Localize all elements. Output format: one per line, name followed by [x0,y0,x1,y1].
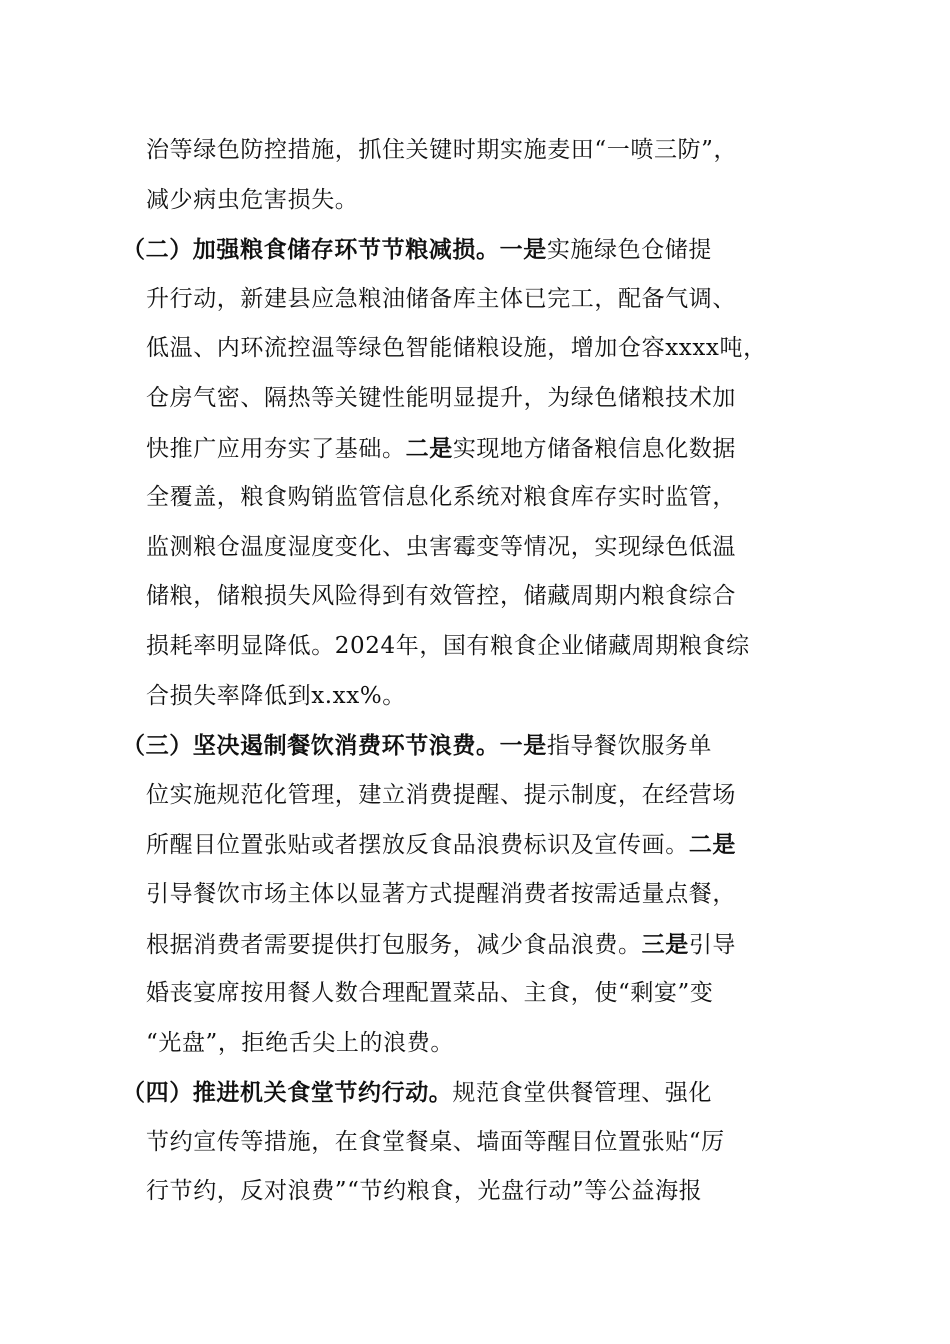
text-line-mixed [146,424,810,474]
text-line: 行节约，反对浪费”“节约粮食，光盘行动”等公益海报 [146,1178,703,1205]
text-line: 损耗率明显降低。2024年，国有粮食企业储藏周期粮食综 [146,632,750,659]
text-line: 位实施规范化管理，建立消费提醒、提示制度，在经营场 [146,781,736,808]
section-three-first-line [122,721,810,771]
text-fragment: 引导 [688,931,737,958]
text-fragment: 实现地方储备粮信息化数据 [452,435,737,462]
text-line: 节约宣传等措施，在食堂餐桌、墙面等醒目位置张贴“厉 [146,1128,725,1155]
keyword-third: 三是 [641,930,689,958]
text-line: 升行动，新建县应急粮油储备库主体已完工，配备气调、 [146,285,736,312]
text-line: 引导餐饮市场主体以显著方式提醒消费者按需适量点餐， [146,880,736,907]
text-fragment: 指导餐饮服务单 [546,733,713,760]
text-line: 储粮，储粮损失风险得到有效管控，储藏周期内粮食综合 [146,583,736,610]
text-line: 监测粮仓温度湿度变化、虫害霉变等情况，实现绿色低温 [146,533,736,560]
text-line: 婚丧宴席按用餐人数合理配置菜品、主食，使“剩宴”变 [146,980,714,1007]
paragraph-continuation [146,126,810,225]
text-fragment: 所醒目位置张贴或者摆放反食品浪费标识及宣传画。 [146,832,689,859]
text-fragment: 实施绿色仓储提 [546,237,713,264]
text-line: 仓房气密、隔热等关键性能明显提升，为绿色储粮技术加 [146,384,736,411]
section-two-paragraph [122,225,810,721]
text-line: 治等绿色防控措施，抓住关键时期实施麦田“一喷三防”， [146,137,738,163]
text-fragment: 快推广应用夯实了基础。 [146,435,406,462]
text-fragment: 规范食堂供餐管理、强化 [452,1080,713,1107]
text-line: 低温、内环流控温等绿色智能储粮设施，增加仓容xxxx吨， [146,335,767,362]
section-three-paragraph [122,721,810,1068]
keyword-second: 二是 [405,434,453,462]
text-line-mixed [146,920,810,970]
section-two-heading: （二）加强粮食储存环节节粮减损。 [122,236,500,264]
text-line: 全覆盖，粮食购销监管信息化系统对粮食库存实时监管， [146,484,736,511]
section-two-first-line [122,225,810,275]
keyword-second: 二是 [688,831,737,859]
keyword-first: 一是 [499,732,547,760]
text-line: 减少病虫危害损失。 [146,186,359,213]
text-fragment: 根据消费者需要提供打包服务，减少食品浪费。 [146,931,642,958]
keyword-first: 一是 [499,236,547,264]
section-three-heading: （三）坚决遏制餐饮消费环节浪费。 [122,732,500,760]
section-four-heading: （四）推进机关食堂节约行动。 [122,1079,453,1107]
text-line: “光盘”，拒绝舌尖上的浪费。 [146,1029,454,1056]
text-line-mixed [146,820,810,870]
text-line: 合损失率降低到x.xx%。 [146,682,406,709]
section-four-first-line [122,1068,810,1118]
document-body [122,126,810,1217]
section-four-paragraph [122,1068,810,1217]
